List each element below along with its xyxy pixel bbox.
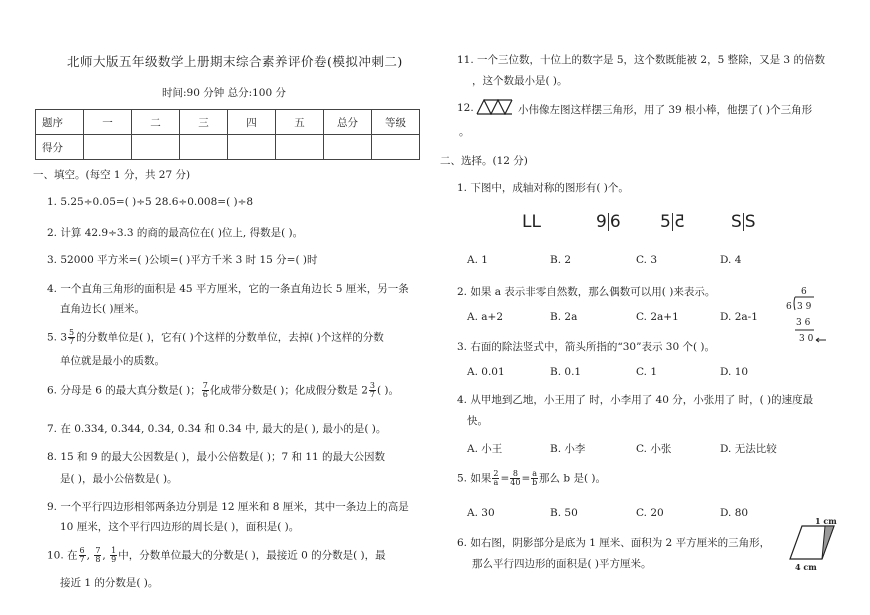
parallelogram-figure bbox=[784, 524, 836, 564]
table-cell: 总分 bbox=[324, 110, 372, 135]
div-dividend: 3 9 bbox=[797, 302, 812, 312]
label-4cm: 4 cm bbox=[795, 562, 817, 572]
question-10-line2: 接近 1 的分数是( )。 bbox=[60, 577, 159, 589]
c3-option-c[interactable]: C. 1 bbox=[636, 366, 658, 378]
question-2: 2. 计算 42.9÷3.3 的商的最高位在( )位上, 得数是( )。 bbox=[47, 227, 304, 239]
question-12-label: 12. bbox=[457, 102, 474, 114]
question-9-line2: 10 厘米，这个平行四边形的周长是( )，面积是( )。 bbox=[60, 521, 300, 533]
score-cell[interactable] bbox=[180, 135, 228, 160]
question-9-line1: 9. 一个平行四边形相邻两条边分别是 12 厘米和 8 厘米，其中一条边上的高是 bbox=[47, 501, 409, 513]
c1-option-d[interactable]: D. 4 bbox=[720, 254, 742, 266]
choice-3: 3. 右面的除法竖式中，箭头所指的“30”表示 30 个( )。 bbox=[457, 341, 716, 353]
question-11-line2: ，这个数最小是( )。 bbox=[472, 75, 568, 87]
table-cell: 二 bbox=[132, 110, 180, 135]
c5-option-d[interactable]: D. 80 bbox=[720, 507, 749, 519]
choice-4-line2: 快。 bbox=[467, 415, 488, 427]
score-cell[interactable] bbox=[324, 135, 372, 160]
choice-2: 2. 如果 a 表示非零自然数，那么偶数可以用( )来表示。 bbox=[457, 286, 716, 298]
score-cell[interactable] bbox=[372, 135, 420, 160]
symbol-ss: S S bbox=[731, 212, 756, 232]
score-cell[interactable] bbox=[132, 135, 180, 160]
label-1cm: 1 cm bbox=[815, 516, 837, 526]
q5-whole: 3 bbox=[60, 331, 68, 344]
question-8-line2: 是( )，最小公倍数是( )。 bbox=[60, 473, 178, 485]
c2-option-a[interactable]: A. a+2 bbox=[467, 311, 503, 323]
choice-6-line1: 6. 如右图，阴影部分是底为 1 厘米、面积为 2 平方厘米的三角形， bbox=[457, 537, 771, 549]
question-1: 1. 5.25÷0.05=( )÷5 28.6÷0.008=( )÷8 bbox=[47, 196, 254, 208]
q10-fraction-3: $\frac{1}{9}$ bbox=[111, 546, 117, 564]
c2-option-b[interactable]: B. 2a bbox=[550, 311, 578, 323]
table-cell: 三 bbox=[180, 110, 228, 135]
section2-heading: 二、选择。(12 分) bbox=[440, 155, 528, 167]
section1-heading: 一、填空。(每空 1 分，共 27 分) bbox=[33, 169, 191, 181]
q6-fraction-2: $\frac{3}{7}$ bbox=[369, 381, 375, 399]
symbol-96: 9 6 bbox=[596, 212, 621, 232]
q10-fraction-1: $\frac{6}{7}$ bbox=[79, 546, 85, 564]
choice-1: 1. 下图中，成轴对称的图形有( )个。 bbox=[457, 182, 629, 194]
c4-option-b[interactable]: B. 小李 bbox=[550, 443, 586, 455]
score-cell[interactable] bbox=[228, 135, 276, 160]
q5-text: 的分数单位是( )，它有( )个这样的分数单位，去掉( )个这样的分数 bbox=[76, 331, 384, 344]
c1-option-b[interactable]: B. 2 bbox=[550, 254, 572, 266]
question-12-line2: 。 bbox=[459, 126, 470, 138]
symbol-5-mirror: 5 5 bbox=[660, 212, 685, 232]
c1-option-c[interactable]: C. 3 bbox=[636, 254, 658, 266]
triangles-figure bbox=[476, 99, 516, 115]
question-6: 6. 分母是 6 的最大真分数是( )； $\frac{7}{6}$ 化成带分数是( )；化成假分数是 2 $\frac{3}{7}$ ( )。 bbox=[47, 381, 400, 399]
q5-label: 5. bbox=[47, 331, 61, 344]
c2-option-c[interactable]: C. 2a+1 bbox=[636, 311, 679, 323]
question-4-line1: 4. 一个直角三角形的面积是 45 平方厘米，它的一条直角边长 5 厘米，另一条 bbox=[47, 283, 409, 295]
c5-fraction-2: $\frac{8}{40}$ bbox=[510, 469, 521, 487]
div-quotient: 6 bbox=[801, 287, 807, 297]
div-remainder: 3 0 bbox=[799, 334, 814, 344]
c1-option-a[interactable]: A. 1 bbox=[467, 254, 488, 266]
choice-4-line1: 4. 从甲地到乙地，小王用了 时，小李用了 40 分，小张用了 时，( )的速度最 bbox=[457, 394, 814, 406]
c2-option-d[interactable]: D. 2a-1 bbox=[720, 311, 758, 323]
time-info: 时间:90 分钟 总分:100 分 bbox=[162, 87, 286, 99]
table-cell: 一 bbox=[84, 110, 132, 135]
q5-fraction: $\frac{5}{7}$ bbox=[69, 328, 75, 346]
question-5-line1 bbox=[47, 329, 384, 346]
score-table-score-row bbox=[36, 135, 420, 160]
symbol-ll: LL bbox=[522, 212, 541, 232]
question-7: 7. 在 0.334, 0.344, 0.34̇, 0.3̇4̇ 和 0.34 中, 最大的是( ), 最小的是( )。 bbox=[47, 423, 387, 435]
question-12-line1: 小伟像左图这样摆三角形，用了 39 根小棒，他摆了( )个三角形 bbox=[518, 104, 813, 116]
choice-5: 5. 如果 $\frac{2}{a}$ = $\frac{8}{40}$ = $\frac{a}{b}$ 那么 b 是( )。 bbox=[457, 469, 606, 487]
question-4-line2: 直角边长( )厘米。 bbox=[60, 303, 146, 315]
score-table bbox=[35, 109, 420, 160]
question-8-line1: 8. 15 和 9 的最大公因数是( )，最小公倍数是( )；7 和 11 的最大公因数 bbox=[47, 451, 386, 463]
c5-fraction-1: $\frac{2}{a}$ bbox=[493, 469, 499, 487]
div-subtrahend: 3 6 bbox=[796, 318, 811, 328]
q6-fraction-1: $\frac{7}{6}$ bbox=[202, 381, 208, 399]
page-title: 北师大版五年级数学上册期末综合素养评价卷(模拟冲刺二) bbox=[67, 54, 403, 69]
c5-fraction-3: $\frac{a}{b}$ bbox=[532, 469, 538, 487]
c5-option-c[interactable]: C. 20 bbox=[636, 507, 664, 519]
c3-option-a[interactable]: A. 0.01 bbox=[467, 366, 505, 378]
question-11-line1: 11. 一个三位数，十位上的数字是 5，这个数既能被 2，5 整除，又是 3 的倍数 bbox=[457, 54, 825, 66]
c3-option-b[interactable]: B. 0.1 bbox=[550, 366, 582, 378]
choice-6-line2: 那么平行四边形的面积是( )平方厘米。 bbox=[472, 558, 652, 570]
score-cell[interactable] bbox=[84, 135, 132, 160]
table-cell: 等级 bbox=[372, 110, 420, 135]
div-divisor: 6 bbox=[786, 302, 792, 312]
question-10-line1: 10. 在 $\frac{6}{7}$ , $\frac{7}{8}$ , $\frac{1}{9}$ 中，分数单位最大的分数是( )，最接近 0 的分数是( )，最 bbox=[47, 546, 386, 564]
table-cell: 题序 bbox=[36, 110, 84, 135]
q10-fraction-2: $\frac{7}{8}$ bbox=[95, 546, 101, 564]
score-table-header-row bbox=[36, 110, 420, 135]
c5-option-a[interactable]: A. 30 bbox=[467, 507, 495, 519]
question-3: 3. 52000 平方米=( )公顷=( )平方千米 3 时 15 分=( )时 bbox=[47, 254, 318, 266]
c5-option-b[interactable]: B. 50 bbox=[550, 507, 578, 519]
c3-option-d[interactable]: D. 10 bbox=[720, 366, 749, 378]
table-cell: 得分 bbox=[36, 135, 84, 160]
table-cell: 五 bbox=[276, 110, 324, 135]
score-cell[interactable] bbox=[276, 135, 324, 160]
c4-option-a[interactable]: A. 小王 bbox=[467, 443, 503, 455]
c4-option-c[interactable]: C. 小张 bbox=[636, 443, 672, 455]
c4-option-d[interactable]: D. 无法比较 bbox=[720, 443, 777, 455]
table-cell: 四 bbox=[228, 110, 276, 135]
question-5-line2: 单位就是最小的质数。 bbox=[60, 355, 165, 367]
